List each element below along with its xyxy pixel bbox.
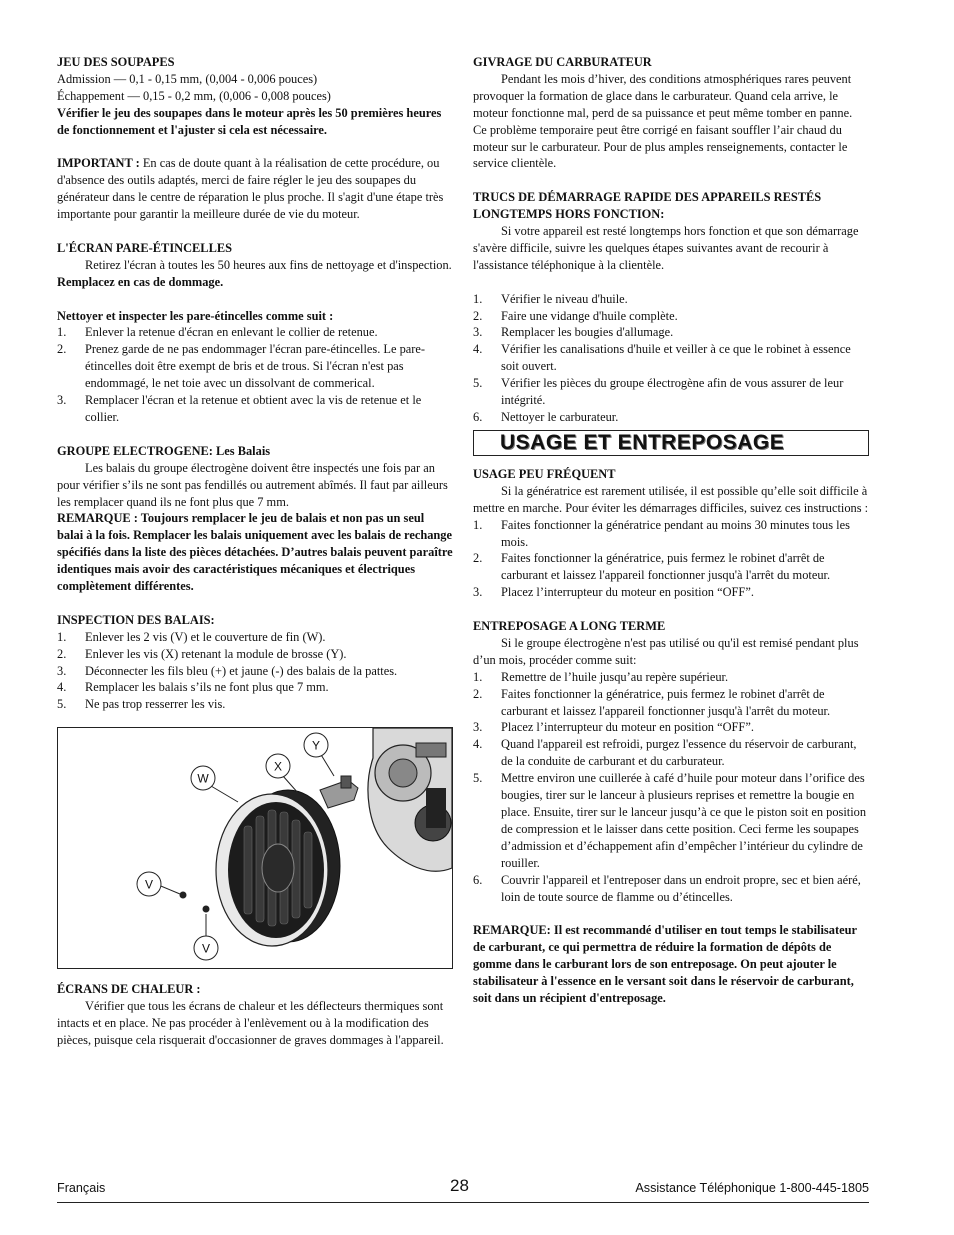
list-item	[473, 517, 869, 551]
callout-x: X	[273, 759, 283, 774]
screw-v-left	[180, 892, 187, 899]
end-cover	[216, 790, 340, 946]
important-label: IMPORTANT :	[57, 156, 140, 171]
item-number: 2.	[473, 551, 483, 566]
heat-title: ÉCRANS DE CHALEUR :	[57, 982, 201, 997]
brushes-text: Les balais du groupe électrogène doivent être inspectés une fois par an pour vérifier s’ils ne sont pas fendillés ou autrement abîmés. Il faut par ailleurs les remplacer quand ils ne font plus que 7 mm.	[57, 460, 448, 509]
storage-title: ENTREPOSAGE A LONG TERME	[473, 619, 666, 634]
tips-list	[473, 291, 869, 426]
valves-exhaust: Échappement — 0,15 - 0,2 mm, (0,006 - 0,008 pouces)	[57, 88, 331, 103]
list-item	[473, 409, 869, 426]
brushes-note: REMARQUE : Toujours remplacer le jeu de balais et non pas un seul balai à la fois. Remplacer les balais uniquement avec les balais de rechange spécifiés dans la liste des pièces détachées. D’autres balais peuvent paraître identiques mais avoir des caractéristiques mécaniques et électriques complètement différentes.	[57, 511, 453, 594]
list-item	[57, 629, 453, 646]
list-item	[473, 669, 869, 686]
brush-assembly-figure	[57, 727, 453, 969]
item-number: 6.	[473, 872, 483, 887]
callout-v-bottom: V	[201, 941, 211, 956]
list-item	[473, 375, 869, 409]
spark-title: L'ÉCRAN PARE-ÉTINCELLES	[57, 240, 232, 255]
spark-body: Retirez l'écran à toutes les 50 heures aux fins de nettoyage et d'inspection.	[85, 257, 452, 272]
page-footer	[57, 1172, 869, 1200]
list-item	[473, 584, 869, 601]
valves-title: JEU DES SOUPAPES	[57, 55, 175, 69]
list-item	[473, 291, 869, 308]
tips-title: TRUCS DE DÉMARRAGE RAPIDE DES APPAREILS RESTÉS LONGTEMPS HORS FONCTION:	[473, 190, 822, 222]
item-text: Faites fonctionner la génératrice, puis fermez le robinet d'arrêt de carburant et laissez l'appareil fonctionner jusqu'à l'arrêt du moteur.	[501, 686, 831, 718]
rare-title: USAGE PEU FRÉQUENT	[473, 466, 616, 481]
item-number: 2.	[473, 308, 483, 323]
item-text: Faites fonctionner la génératrice, puis fermez le robinet d'arrêt de carburant et laissez l'appareil fonctionner jusqu'à l'arrêt du moteur.	[501, 551, 831, 583]
item-text: Prenez garde de ne pas endommager l'écran pare-étincelles. Le pare-étincelles doit être exempt de bris et de trous. Si l'écran n'est pas endommagé, le net toie avec un dissolvant de commerical.	[85, 342, 426, 391]
item-text: Placez l’interrupteur du moteur en position “OFF”.	[501, 585, 754, 600]
item-text: Quand l'appareil est refroidi, purgez l'essence du réservoir de carburant, de la conduite de carburant et du carburateur.	[501, 737, 857, 769]
left-column	[57, 54, 453, 1049]
list-item	[57, 341, 453, 392]
valves-important	[57, 155, 453, 223]
list-item	[473, 770, 869, 871]
footer-phone-assistance: Assistance Téléphonique 1-800-445-1805	[635, 1181, 869, 1195]
list-item	[57, 663, 453, 680]
item-number: 5.	[57, 697, 67, 712]
item-number: 6.	[473, 410, 483, 424]
brushes-title: GROUPE ELECTROGENE: Les Balais	[57, 443, 271, 458]
rare-text: Si la génératrice est rarement utilisée, il est possible qu’elle soit difficile à mettre en marche. Pour éviter les démarrages difficiles, suivez ces instructions :	[473, 483, 869, 515]
inspection-list	[57, 629, 453, 714]
icing-text: Pendant les mois d’hiver, des conditions atmosphériques rares peuvent provoquer la formation de glace dans le carburateur. Quand cela arrive, le moteur fonctionne mal, perd de sa puissance et peut même tomber en panne. Ce problème temporaire peut être corrigé en faisant souffler l’air chaud du moteur sur le carburateur. Pour de plus amples renseignements, contacter le service clientèle.	[473, 71, 853, 171]
brush-module	[320, 776, 358, 808]
spark-list	[57, 324, 453, 425]
valves-note: Vérifier le jeu des soupapes dans le moteur après les 50 premières heures de fonctionnement et l'ajuster si cela est nécessaire.	[57, 105, 442, 137]
item-text: Nettoyer le carburateur.	[501, 410, 619, 424]
item-number: 1.	[57, 325, 67, 340]
item-number: 3.	[473, 325, 483, 340]
list-item	[473, 686, 869, 720]
item-text: Ne pas trop resserrer les vis.	[85, 697, 226, 712]
item-number: 1.	[473, 669, 483, 684]
callout-v-left: V	[144, 877, 154, 892]
item-text: Mettre environ une cuillerée à café d’huile pour moteur dans l’orifice des bougies, tirer sur le lanceur à plusieurs reprises et remettre la bougie en place. Ensuite, tirer sur le lanceur jusqu’à ce que le piston soit en position de compression et le laisser dans cette position. Ceci ferme les soupapes d’admission et d’échappement afin d’empêcher l’intérieur du cylindre de rouiller.	[501, 771, 867, 870]
item-text: Enlever la retenue d'écran en enlevant le collier de retenue.	[85, 325, 378, 340]
section-banner: USAGE ET ENTREPOSAGE	[473, 430, 869, 456]
storage-list	[473, 669, 869, 906]
footer-language: Français	[57, 1181, 106, 1195]
item-text: Vérifier les canalisations d'huile et veiller à ce que le robinet à essence soit ouvert.	[501, 342, 851, 374]
item-text: Déconnecter les fils bleu (+) et jaune (-) des balais de la pattes.	[85, 663, 398, 678]
spark-text	[57, 257, 453, 291]
list-item	[473, 872, 869, 906]
item-number: 2.	[473, 686, 483, 701]
callout-y: Y	[311, 738, 321, 753]
list-item	[473, 719, 869, 736]
item-number: 3.	[473, 585, 483, 600]
item-text: Placez l’interrupteur du moteur en position “OFF”.	[501, 720, 754, 735]
item-text: Vérifier les pièces du groupe électrogène afin de vous assurer de leur intégrité.	[501, 376, 844, 408]
page-number: 28	[450, 1176, 469, 1195]
item-number: 4.	[473, 342, 483, 357]
item-number: 2.	[57, 342, 67, 357]
list-item	[473, 324, 869, 341]
list-item	[57, 679, 453, 696]
list-item	[57, 324, 453, 341]
item-number: 1.	[473, 291, 483, 306]
item-number: 4.	[57, 680, 67, 695]
tips-text: Si votre appareil est resté longtemps hors fonction et que son démarrage s'avère difficile, suivre les quelques étapes suivantes avant de recourir à l'assistance téléphonique à la clientèle.	[473, 224, 859, 272]
spark-bold: Remplacez en cas de dommage.	[57, 274, 224, 289]
item-text: Remplacer les balais s’ils ne font plus que 7 mm.	[85, 680, 329, 695]
valves-admission: Admission — 0,1 - 0,15 mm, (0,004 - 0,006 pouces)	[57, 71, 318, 86]
icing-title: GIVRAGE DU CARBURATEUR	[473, 55, 652, 69]
storage-note: REMARQUE: Il est recommandé d'utiliser en tout temps le stabilisateur de carburant, ce qui permettra de réduire la formation de dépôts de gomme dans le carburant lors de son entreposage. On peut ajouter le stabilisateur à l'essence en le versant soit dans le réservoir de carburant, soit dans un récipient d'entreposage.	[473, 923, 857, 1005]
item-text: Enlever les 2 vis (V) et le couverture de fin (W).	[85, 629, 326, 644]
item-number: 1.	[473, 517, 483, 532]
list-item	[473, 550, 869, 584]
item-number: 3.	[57, 393, 67, 408]
item-text: Faites fonctionner la génératrice pendant au moins 30 minutes tous les mois.	[501, 517, 850, 549]
item-number: 2.	[57, 646, 67, 661]
screw-v-bottom	[203, 906, 210, 913]
item-text: Faire une vidange d'huile complète.	[501, 308, 678, 323]
list-item	[473, 308, 869, 325]
item-text: Remettre de l’huile jusqu’au repère supérieur.	[501, 669, 729, 684]
item-number: 5.	[473, 771, 483, 786]
item-number: 1.	[57, 629, 67, 644]
item-text: Remplacer les bougies d'allumage.	[501, 325, 674, 340]
item-number: 4.	[473, 737, 483, 752]
item-text: Remplacer l'écran et la retenue et obtient avec la vis de retenue et le collier.	[85, 393, 422, 424]
right-column	[473, 54, 869, 1007]
item-number: 5.	[473, 376, 483, 391]
spark-list-title: Nettoyer et inspecter les pare-étincelles comme suit :	[57, 308, 334, 323]
item-text: Enlever les vis (X) retenant la module de brosse (Y).	[85, 646, 347, 661]
brush-assembly-illustration	[58, 728, 452, 968]
list-item	[473, 341, 869, 375]
list-item	[57, 696, 453, 713]
item-text: Couvrir l'appareil et l'entreposer dans un endroit propre, sec et bien aéré, loin de toute source de flamme ou d’étincelles.	[501, 872, 861, 904]
item-number: 3.	[473, 720, 483, 735]
list-item	[57, 646, 453, 663]
item-text: Vérifier le niveau d'huile.	[501, 291, 628, 306]
heat-text: Vérifier que tous les écrans de chaleur et les déflecteurs thermiques sont intacts et en place. Ne pas procéder à l'enlèvement ou à la modification des pièces, puisque cela risquerait d'occasionner de graves dommages à l'appareil.	[57, 999, 444, 1047]
list-item	[57, 392, 453, 426]
inspection-title: INSPECTION DES BALAIS:	[57, 612, 215, 627]
callout-w: W	[197, 771, 209, 786]
engine-block	[368, 728, 452, 871]
important-text: En cas de doute quant à la réalisation de cette procédure, ou d'absence des outils adaptés, merci de faire régler le jeu des soupapes du générateur dans le centre de réparation le plus proche. Il s'agit d'une étape très importante pour garantir la meilleure durée de vie du moteur.	[57, 156, 444, 222]
storage-text: Si le groupe électrogène n'est pas utilisé ou qu'il est remisé pendant plus d’un mois, procéder comme suit:	[473, 635, 859, 667]
list-item	[473, 736, 869, 770]
footer-rule	[57, 1202, 869, 1203]
rare-list	[473, 517, 869, 602]
item-number: 3.	[57, 663, 67, 678]
